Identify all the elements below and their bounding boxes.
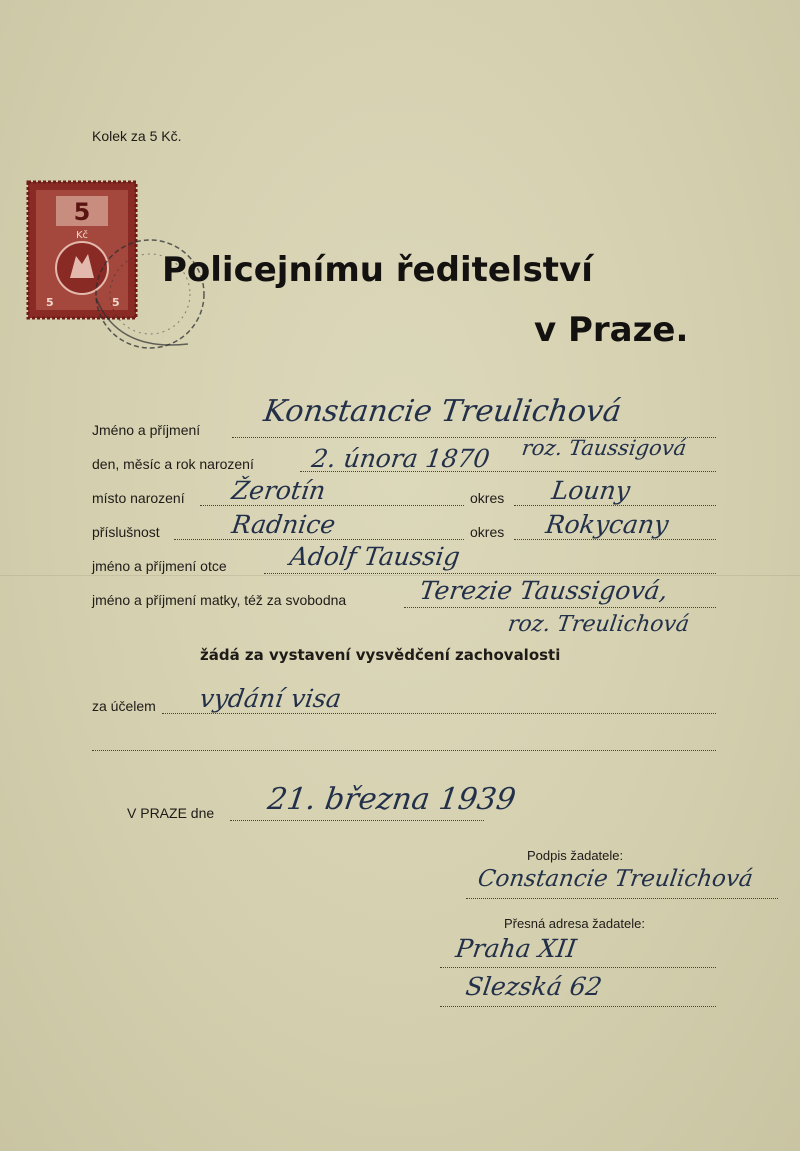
birth-note: roz. Taussigová [520, 436, 688, 460]
place-value: Žerotín [229, 476, 328, 505]
title-line-1: Policejnímu ředitelství [162, 250, 593, 290]
domicile-line [174, 539, 464, 540]
purpose-value: vydání visa [197, 684, 344, 713]
place-label: místo narození [92, 490, 185, 506]
address-line-1-rule [440, 967, 716, 968]
domicile-label: příslušnost [92, 524, 160, 540]
title-line-2: v Praze. [534, 310, 689, 350]
address-line-2: Slezská 62 [463, 972, 604, 1001]
place-district-value: Louny [549, 476, 633, 505]
birth-label: den, měsíc a rok narození [92, 456, 254, 472]
place-district-label: okres [470, 490, 505, 506]
name-value: Konstancie Treulichová [261, 394, 624, 429]
place-line [200, 505, 464, 506]
mother-line [404, 607, 716, 608]
father-label: jméno a příjmení otce [92, 558, 227, 574]
svg-text:5: 5 [112, 296, 120, 309]
father-line [264, 573, 716, 574]
date-value: 21. března 1939 [265, 782, 518, 817]
place-district-line [514, 505, 716, 506]
purpose-line [162, 713, 716, 714]
domicile-value: Radnice [229, 510, 338, 539]
mother-value-2: roz. Treulichová [506, 612, 691, 637]
purpose-line-2 [92, 750, 716, 751]
date-label: V PRAZE dne [127, 805, 215, 821]
name-label: Jméno a příjmení [92, 422, 201, 438]
domicile-district-line [514, 539, 716, 540]
mother-label: jméno a příjmení matky, též za svobodna [92, 592, 347, 608]
stamp-value: 5 [73, 198, 91, 226]
date-line [230, 820, 484, 821]
mother-value: Terezie Taussigová, [417, 576, 670, 605]
address-line-2-rule [440, 1006, 716, 1007]
signature-line [466, 898, 778, 899]
domicile-district-value: Rokycany [543, 510, 671, 539]
address-label: Přesná adresa žadatele: [504, 916, 645, 931]
fee-stamp-label: Kolek za 5 Kč. [92, 128, 182, 144]
birth-value: 2. února 1870 [309, 444, 492, 473]
signature-label: Podpis žadatele: [527, 848, 624, 863]
signature-value: Constancie Treulichová [476, 866, 755, 892]
father-value: Adolf Taussig [287, 542, 462, 571]
request-text: žádá za vystavení vysvědčení zachovalosti [200, 646, 561, 664]
svg-text:5: 5 [46, 296, 54, 309]
address-line-1: Praha XII [453, 934, 579, 963]
domicile-district-label: okres [470, 524, 505, 540]
purpose-label: za účelem [92, 698, 156, 714]
paper-fold [0, 575, 800, 576]
stamp-currency: Kč [75, 230, 89, 241]
